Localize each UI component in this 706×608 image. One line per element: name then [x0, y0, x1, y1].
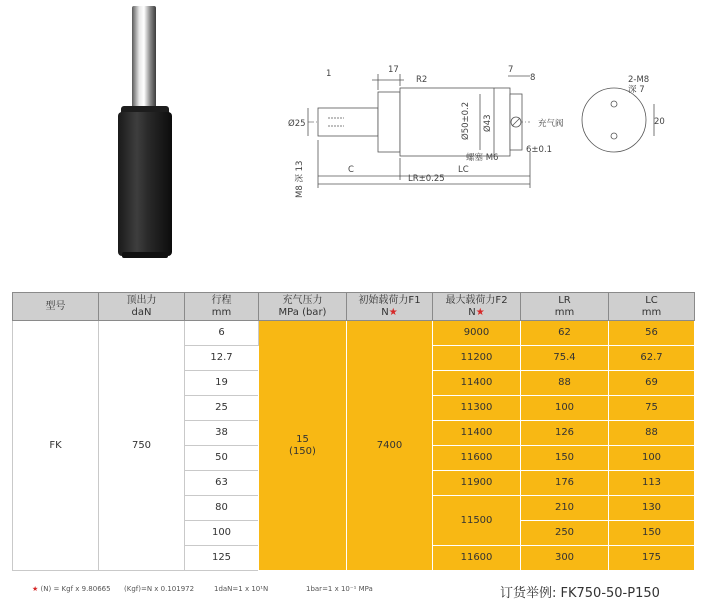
stroke-cell: 50 [185, 446, 259, 471]
f1-cell: 7400 [347, 321, 433, 571]
star-icon: ★ [388, 306, 398, 318]
star-icon: ★ [475, 306, 485, 318]
stroke-cell: 6 [185, 321, 259, 346]
header-pressure: 充气压力 MPa (bar) [259, 293, 347, 321]
star-icon: ★ [32, 585, 39, 593]
dim-1: 1 [326, 69, 332, 79]
lr-cell: 210 [521, 496, 609, 521]
lr-cell: 88 [521, 371, 609, 396]
header-f1: 初始载荷力F1 N★ [347, 293, 433, 321]
lc-cell: 62.7 [609, 346, 695, 371]
lr-cell: 176 [521, 471, 609, 496]
lc-cell: 130 [609, 496, 695, 521]
f2-cell: 11400 [433, 421, 521, 446]
valve-label: 充气阀 [538, 119, 564, 129]
stroke-cell: 25 [185, 396, 259, 421]
f2-cell: 11600 [433, 546, 521, 571]
dim-dia25: Ø25 [288, 119, 306, 129]
table-row [13, 321, 695, 346]
stroke-cell: 80 [185, 496, 259, 521]
dim-depth7: 深 7 [628, 85, 645, 95]
footer-note-kgf: (Kgf)=N x 0.101972 [124, 585, 195, 593]
dim-m8-side: M8 深 13 [295, 160, 305, 198]
stroke-cell: 38 [185, 421, 259, 446]
plug-label: 螺塞 M6 [466, 153, 499, 163]
header-lc: LC mm [609, 293, 695, 321]
header-stroke: 行程 mm [185, 293, 259, 321]
header-model: 型号 [13, 293, 99, 321]
lc-cell: 56 [609, 321, 695, 346]
f2-cell: 9000 [433, 321, 521, 346]
gas-spring-photo [118, 6, 172, 258]
lc-cell: 69 [609, 371, 695, 396]
dim-dia43: Ø43 [483, 114, 493, 132]
header-force: 顶出力 daN [99, 293, 185, 321]
lr-cell: 100 [521, 396, 609, 421]
stroke-cell: 100 [185, 521, 259, 546]
lc-cell: 100 [609, 446, 695, 471]
footer-note-bar: 1bar=1 x 10⁻¹ MPa [306, 585, 373, 593]
dim-lr: LR±0.25 [408, 174, 445, 184]
dim-lc: LC [458, 165, 469, 175]
dim-c: C [348, 165, 354, 175]
lr-cell: 75.4 [521, 346, 609, 371]
dim-20: 20 [654, 117, 665, 127]
lr-cell: 150 [521, 446, 609, 471]
dim-dia50: Ø50±0.2 [461, 101, 471, 140]
header-lr: LR mm [521, 293, 609, 321]
header-f2: 最大载荷力F2 N★ [433, 293, 521, 321]
dim-8: 8 [530, 73, 536, 83]
order-example: 订货举例: FK750-50-P150 [500, 586, 660, 601]
lr-cell: 300 [521, 546, 609, 571]
f2-cell: 11400 [433, 371, 521, 396]
lr-cell: 250 [521, 521, 609, 546]
stroke-cell: 12.7 [185, 346, 259, 371]
dim-6: 6±0.1 [526, 145, 553, 155]
technical-drawing [268, 60, 704, 210]
footer-note-star: ★ (N) = Kgf x 9.80665 [32, 585, 111, 593]
f2-cell: 11200 [433, 346, 521, 371]
stroke-cell: 63 [185, 471, 259, 496]
model-cell: FK [13, 321, 99, 571]
dim-r2: R2 [416, 75, 428, 85]
stroke-cell: 125 [185, 546, 259, 571]
dim-7: 7 [508, 65, 514, 75]
lc-cell: 88 [609, 421, 695, 446]
force-cell: 750 [99, 321, 185, 571]
dim-2m8: 2-M8 [628, 75, 650, 85]
lc-cell: 150 [609, 521, 695, 546]
lc-cell: 75 [609, 396, 695, 421]
lr-cell: 126 [521, 421, 609, 446]
pressure-cell: 15 (150) [259, 321, 347, 571]
f2-cell: 11600 [433, 446, 521, 471]
f2-cell: 11300 [433, 396, 521, 421]
lr-cell: 62 [521, 321, 609, 346]
spec-table [12, 292, 695, 571]
lc-cell: 175 [609, 546, 695, 571]
f2-cell: 11500 [433, 496, 521, 546]
lc-cell: 113 [609, 471, 695, 496]
footer-note-dan: 1daN=1 x 10¹N [214, 585, 269, 593]
header-row [13, 293, 695, 321]
f2-cell: 11900 [433, 471, 521, 496]
stroke-cell: 19 [185, 371, 259, 396]
dim-17: 17 [388, 65, 399, 75]
